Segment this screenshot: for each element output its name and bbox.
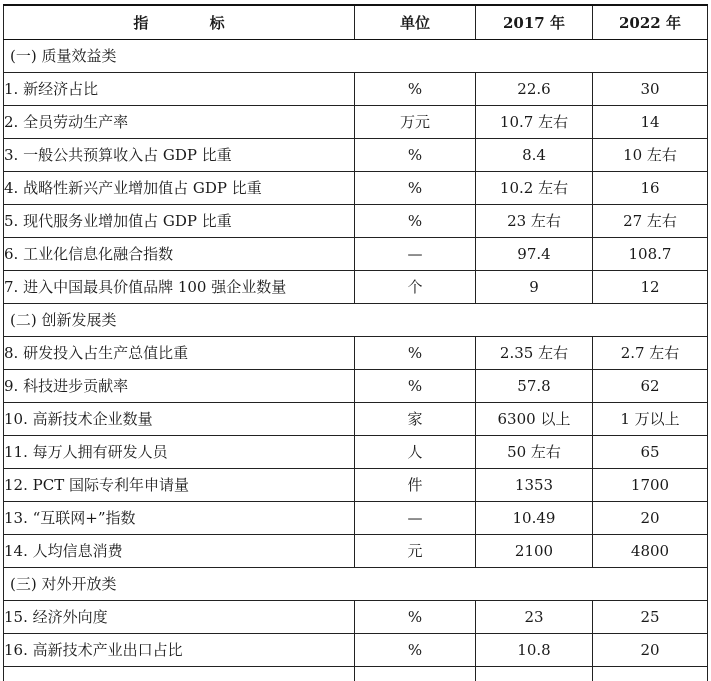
unit-cell: % bbox=[355, 73, 476, 106]
empty-cell bbox=[593, 667, 708, 681]
value-2022: 4800 bbox=[593, 535, 708, 568]
table-body bbox=[4, 40, 708, 681]
category-row bbox=[4, 304, 708, 337]
value-2017: 23 bbox=[476, 601, 593, 634]
value-2022: 62 bbox=[593, 370, 708, 403]
indicator-name: 8. 研发投入占生产总值比重 bbox=[4, 337, 355, 370]
value-2022: 16 bbox=[593, 172, 708, 205]
unit-cell: 件 bbox=[355, 469, 476, 502]
table-row bbox=[4, 73, 708, 106]
indicator-name: 14. 人均信息消费 bbox=[4, 535, 355, 568]
value-2017: 10.2 左右 bbox=[476, 172, 593, 205]
indicator-name: 9. 科技进步贡献率 bbox=[4, 370, 355, 403]
value-2022: 1700 bbox=[593, 469, 708, 502]
indicator-name: 3. 一般公共预算收入占 GDP 比重 bbox=[4, 139, 355, 172]
value-2022: 30 bbox=[593, 73, 708, 106]
table-header-row bbox=[4, 5, 708, 40]
table-row bbox=[4, 271, 708, 304]
indicator-name: 6. 工业化信息化融合指数 bbox=[4, 238, 355, 271]
unit-cell: — bbox=[355, 502, 476, 535]
table-row bbox=[4, 535, 708, 568]
value-2017: 57.8 bbox=[476, 370, 593, 403]
empty-cell bbox=[4, 667, 355, 681]
value-2022: 1 万以上 bbox=[593, 403, 708, 436]
value-2017: 10.7 左右 bbox=[476, 106, 593, 139]
value-2022: 20 bbox=[593, 634, 708, 667]
indicator-name: 15. 经济外向度 bbox=[4, 601, 355, 634]
table-row bbox=[4, 469, 708, 502]
unit-cell: % bbox=[355, 601, 476, 634]
table-row bbox=[4, 370, 708, 403]
unit-cell: % bbox=[355, 172, 476, 205]
indicator-name: 10. 高新技术企业数量 bbox=[4, 403, 355, 436]
value-2022: 2.7 左右 bbox=[593, 337, 708, 370]
value-2022: 12 bbox=[593, 271, 708, 304]
indicator-name: 7. 进入中国最具价值品牌 100 强企业数量 bbox=[4, 271, 355, 304]
table-row bbox=[4, 205, 708, 238]
header-unit: 单位 bbox=[355, 5, 476, 40]
table-row bbox=[4, 238, 708, 271]
value-2022: 65 bbox=[593, 436, 708, 469]
indicator-table bbox=[3, 4, 708, 681]
unit-cell: 元 bbox=[355, 535, 476, 568]
table-row bbox=[4, 634, 708, 667]
indicator-name: 12. PCT 国际专利年申请量 bbox=[4, 469, 355, 502]
unit-cell: % bbox=[355, 337, 476, 370]
indicator-name: 13. “互联网+”指数 bbox=[4, 502, 355, 535]
category-row bbox=[4, 40, 708, 73]
value-2022: 108.7 bbox=[593, 238, 708, 271]
value-2022: 27 左右 bbox=[593, 205, 708, 238]
table-row bbox=[4, 601, 708, 634]
table-row bbox=[4, 502, 708, 535]
unit-cell: 人 bbox=[355, 436, 476, 469]
value-2017: 9 bbox=[476, 271, 593, 304]
indicator-name: 11. 每万人拥有研发人员 bbox=[4, 436, 355, 469]
category-label: (二) 创新发展类 bbox=[4, 304, 708, 337]
value-2017: 97.4 bbox=[476, 238, 593, 271]
empty-cell bbox=[476, 667, 593, 681]
header-indicator: 指 标 bbox=[4, 5, 355, 40]
table-row bbox=[4, 172, 708, 205]
empty-cell bbox=[355, 667, 476, 681]
value-2022: 25 bbox=[593, 601, 708, 634]
value-2017: 6300 以上 bbox=[476, 403, 593, 436]
table-row bbox=[4, 337, 708, 370]
indicator-name: 1. 新经济占比 bbox=[4, 73, 355, 106]
value-2022: 14 bbox=[593, 106, 708, 139]
unit-cell: 家 bbox=[355, 403, 476, 436]
indicator-name: 5. 现代服务业增加值占 GDP 比重 bbox=[4, 205, 355, 238]
unit-cell: — bbox=[355, 238, 476, 271]
table-row-partial bbox=[4, 667, 708, 681]
value-2017: 22.6 bbox=[476, 73, 593, 106]
unit-cell: % bbox=[355, 634, 476, 667]
indicator-name: 4. 战略性新兴产业增加值占 GDP 比重 bbox=[4, 172, 355, 205]
indicator-name: 2. 全员劳动生产率 bbox=[4, 106, 355, 139]
unit-cell: 个 bbox=[355, 271, 476, 304]
header-2017: 2017 年 bbox=[476, 5, 593, 40]
indicator-name: 16. 高新技术产业出口占比 bbox=[4, 634, 355, 667]
header-2022: 2022 年 bbox=[593, 5, 708, 40]
category-label: (一) 质量效益类 bbox=[4, 40, 708, 73]
table-row bbox=[4, 139, 708, 172]
unit-cell: % bbox=[355, 205, 476, 238]
value-2017: 50 左右 bbox=[476, 436, 593, 469]
table-row bbox=[4, 436, 708, 469]
unit-cell: 万元 bbox=[355, 106, 476, 139]
value-2022: 10 左右 bbox=[593, 139, 708, 172]
value-2017: 1353 bbox=[476, 469, 593, 502]
value-2017: 10.49 bbox=[476, 502, 593, 535]
value-2017: 2100 bbox=[476, 535, 593, 568]
value-2017: 2.35 左右 bbox=[476, 337, 593, 370]
category-row bbox=[4, 568, 708, 601]
unit-cell: % bbox=[355, 370, 476, 403]
category-label: (三) 对外开放类 bbox=[4, 568, 708, 601]
value-2022: 20 bbox=[593, 502, 708, 535]
unit-cell: % bbox=[355, 139, 476, 172]
table-row bbox=[4, 106, 708, 139]
value-2017: 8.4 bbox=[476, 139, 593, 172]
table-row bbox=[4, 403, 708, 436]
value-2017: 10.8 bbox=[476, 634, 593, 667]
value-2017: 23 左右 bbox=[476, 205, 593, 238]
